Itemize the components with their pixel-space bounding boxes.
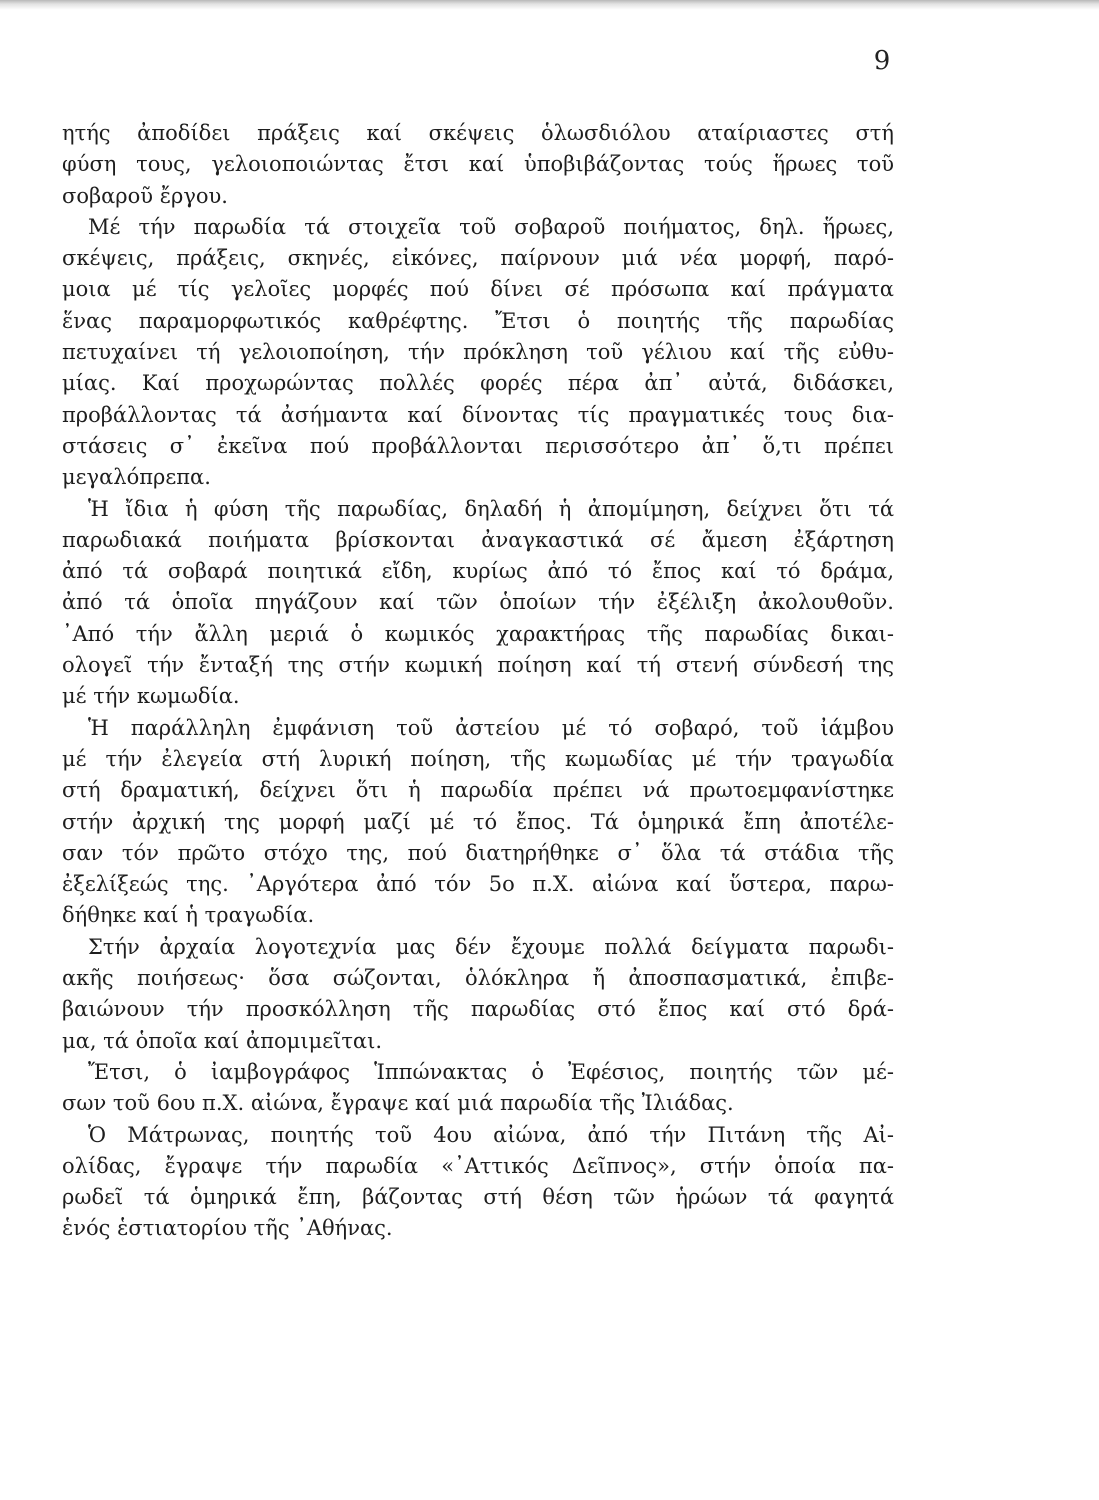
paragraph bbox=[62, 1057, 894, 1120]
text-line: ᾿Από τήν ἄλλη μεριά ὁ κωμικός χαρακτήρας τῆς παρωδίας δικαι- bbox=[62, 621, 894, 646]
text-line: στή δραματική, δείχνει ὅτι ἡ παρωδία πρέπει νά πρωτοεμφανίστηκε bbox=[62, 778, 894, 803]
page-top-edge bbox=[0, 0, 1099, 10]
text-line: μα, τά ὁποῖα καί ἀπομιμεῖται. bbox=[62, 1028, 383, 1053]
text-line: στήν ἀρχική της μορφή μαζί μέ τό ἔπος. Τά ὁμηρικά ἔπη ἀποτέλε- bbox=[62, 809, 894, 834]
text-line: σκέψεις, πράξεις, σκηνές, εἰκόνες, παίρνουν μιά νέα μορφή, παρό- bbox=[62, 246, 894, 271]
text-line: ητής ἀποδίδει πράξεις καί σκέψεις ὁλωσδιόλου αταίριαστες στή bbox=[62, 121, 894, 145]
text-line: σων τοῦ 6ου π.Χ. αἰώνα, ἔγραψε καί μιά παρωδία τῆς Ἰλιάδας. bbox=[62, 1091, 734, 1116]
text-line: ἐξελίξεώς της. ᾿Αργότερα ἀπό τόν 5ο π.Χ. αἰώνα καί ὕστερα, παρω- bbox=[62, 872, 894, 897]
text-line: σαν τόν πρῶτο στόχο της, πού διατηρήθηκε σ᾿ ὅλα τά στάδια τῆς bbox=[62, 840, 894, 865]
paragraph bbox=[62, 494, 894, 713]
text-line: μέ τήν ἐλεγεία στή λυρική ποίηση, τῆς κωμωδίας μέ τήν τραγωδία bbox=[62, 746, 894, 771]
page-number: 9 bbox=[873, 46, 891, 76]
text-line: Στήν ἀρχαία λογοτεχνία μας δέν ἔχουμε πολλά δείγματα παρωδι- bbox=[88, 934, 894, 959]
paragraph bbox=[62, 1120, 894, 1245]
text-line: προβάλλοντας τά ἀσήμαντα καί δίνοντας τίς πραγματικές τους δια- bbox=[62, 402, 894, 427]
text-line: πετυχαίνει τή γελοιοποίηση, τήν πρόκληση τοῦ γέλιου καί τῆς εὐθυ- bbox=[62, 340, 894, 365]
text-line: ακῆς ποιήσεως· ὅσα σώζονται, ὁλόκληρα ἤ ἀποσπασματικά, ἐπιβε- bbox=[62, 966, 894, 991]
paragraph bbox=[62, 118, 894, 212]
paragraph bbox=[62, 713, 894, 932]
text-line: παρωδιακά ποιήματα βρίσκονται ἀναγκαστικά σέ ἄμεση ἐξάρτηση bbox=[62, 527, 894, 552]
body-text bbox=[62, 118, 894, 1245]
text-line: ολογεῖ τήν ἔνταξή της στήν κωμική ποίηση καί τή στενή σύνδεσή της bbox=[62, 653, 894, 678]
text-line: μέ τήν κωμωδία. bbox=[62, 684, 240, 709]
text-line: Μέ τήν παρωδία τά στοιχεῖα τοῦ σοβαροῦ ποιήματος, δηλ. ἥρωες, bbox=[88, 214, 894, 239]
text-line: σοβαροῦ ἔργου. bbox=[62, 183, 228, 208]
text-line: μεγαλόπρεπα. bbox=[62, 465, 211, 490]
text-line: Ὁ Μάτρωνας, ποιητής τοῦ 4ου αἰώνα, ἀπό τήν Πιτάνη τῆς Αἰ- bbox=[88, 1122, 894, 1147]
text-line: μοια μέ τίς γελοῖες μορφές πού δίνει σέ πρόσωπα καί πράγματα bbox=[62, 277, 894, 302]
text-line: μίας. Καί προχωρώντας πολλές φορές πέρα ἀπ᾿ αὐτά, διδάσκει, bbox=[62, 371, 894, 396]
text-line: φύση τους, γελοιοποιώντας ἔτσι καί ὑποβιβάζοντας τούς ἥρωες τοῦ bbox=[62, 152, 894, 177]
text-line: ἀπό τά σοβαρά ποιητικά εἴδη, κυρίως ἀπό τό ἔπος καί τό δράμα, bbox=[62, 559, 894, 584]
text-line: δήθηκε καί ἡ τραγωδία. bbox=[62, 903, 315, 928]
text-line: Ἡ παράλληλη ἐμφάνιση τοῦ ἀστείου μέ τό σοβαρό, τοῦ ἰάμβου bbox=[88, 715, 894, 740]
paragraph bbox=[62, 932, 894, 1057]
paragraph bbox=[62, 212, 894, 494]
text-line: ἕνας παραμορφωτικός καθρέφτης. Ἔτσι ὁ ποιητής τῆς παρωδίας bbox=[62, 308, 894, 333]
text-line: ἑνός ἑστιατορίου τῆς ᾿Αθήνας. bbox=[62, 1216, 393, 1241]
text-line: Ἔτσι, ὁ ἰαμβογράφος Ἱππώνακτας ὁ Ἐφέσιος, ποιητής τῶν μέ- bbox=[88, 1059, 894, 1084]
text-line: ολίδας, ἔγραψε τήν παρωδία «᾿Αττικός Δεῖπνος», στήν ὁποία πα- bbox=[62, 1153, 894, 1178]
text-line: βαιώνουν τήν προσκόλληση τῆς παρωδίας στό ἔπος καί στό δρά- bbox=[62, 997, 894, 1022]
text-line: ἀπό τά ὁποῖα πηγάζουν καί τῶν ὁποίων τήν ἐξέλιξη ἀκολουθοῦν. bbox=[62, 590, 894, 615]
text-line: ρωδεῖ τά ὁμηρικά ἔπη, βάζοντας στή θέση τῶν ἡρώων τά φαγητά bbox=[62, 1185, 894, 1210]
text-line: Ἡ ἴδια ἡ φύση τῆς παρωδίας, δηλαδή ἡ ἀπομίμηση, δείχνει ὅτι τά bbox=[88, 496, 894, 521]
text-line: στάσεις σ᾿ ἐκεῖνα πού προβάλλονται περισσότερο ἀπ᾿ ὅ,τι πρέπει bbox=[62, 433, 894, 458]
